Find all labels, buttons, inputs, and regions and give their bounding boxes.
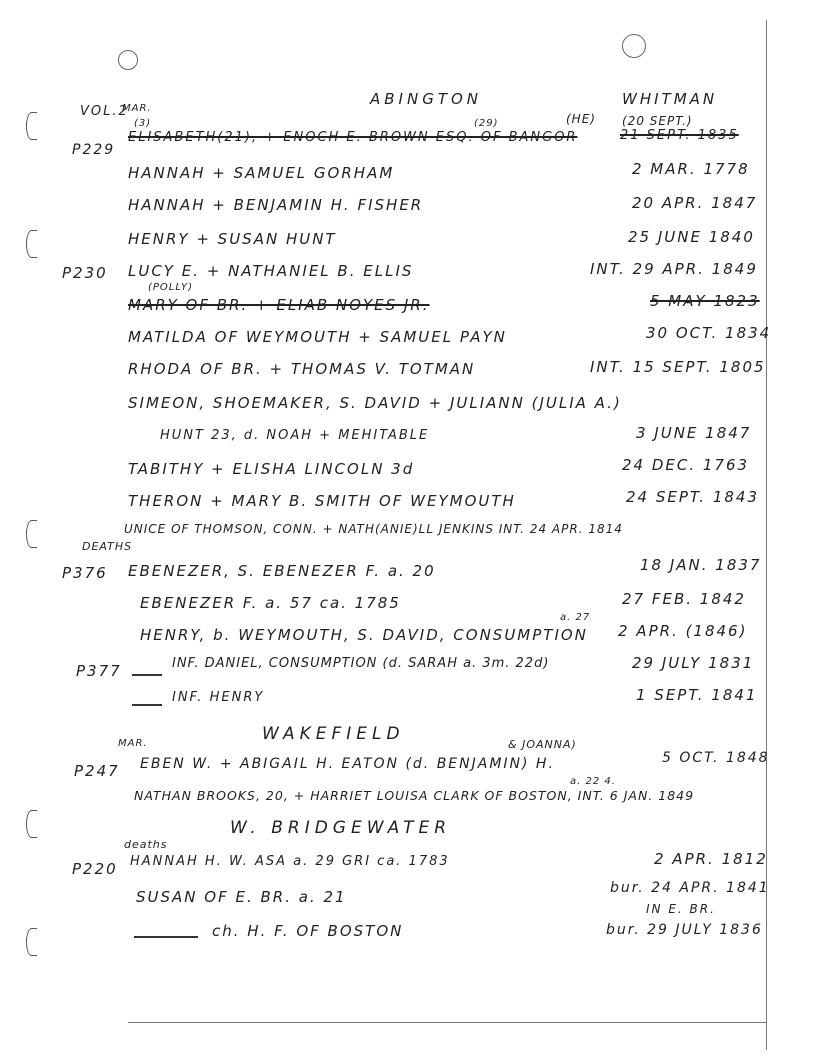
entry-date: 20 APR. 1847 (632, 194, 758, 212)
entry-name: INF. DANIEL, CONSUMPTION (d. SARAH a. 3m. 22d) (172, 656, 550, 671)
entry-name: RHODA OF BR. + THOMAS V. TOTMAN (128, 360, 476, 378)
page-ref: P220 (72, 860, 118, 878)
ditto-dash (134, 936, 198, 938)
binding-mark (26, 928, 37, 956)
page-ref: P229 (72, 142, 116, 158)
entry-date: 29 JULY 1831 (632, 654, 755, 672)
punch-hole (622, 34, 646, 58)
annotation: a. 22 4. (570, 776, 616, 787)
entry-date: 5 MAY 1823 (650, 292, 760, 310)
annotation: (29) (474, 118, 499, 129)
page-ref: P230 (62, 264, 108, 282)
town-title: WAKEFIELD (262, 724, 405, 744)
entry-date: 18 JAN. 1837 (640, 556, 762, 574)
entry-name: HANNAH + SAMUEL GORHAM (128, 164, 395, 182)
town-title: W. BRIDGEWATER (230, 818, 452, 838)
binding-mark (26, 520, 37, 548)
ditto-dash (132, 674, 162, 676)
entry-name: LUCY E. + NATHANIEL B. ELLIS (128, 262, 414, 280)
annotation: & JOANNA) (508, 738, 577, 751)
entry-date: 25 JUNE 1840 (628, 228, 755, 246)
entry-name: NATHAN BROOKS, 20, + HARRIET LOUISA CLARK OF BOSTON, INT. 6 JAN. 1849 (134, 788, 695, 803)
entry-date: 21 SEPT. 1835 (620, 128, 739, 143)
entry-date: 1 SEPT. 1841 (636, 686, 758, 704)
entry-date: IN E. BR. (646, 902, 716, 916)
entry-name: MARY OF BR. + ELIAB NOYES JR. (128, 296, 430, 314)
entry-name: ch. H. F. OF BOSTON (212, 922, 404, 940)
entry-name: ELISABETH(21), + ENOCH E. BROWN ESQ. OF BANGOR (128, 130, 578, 145)
entry-name: EBENEZER F. a. 57 ca. 1785 (140, 594, 401, 612)
section-heading: DEATHS (82, 540, 133, 553)
entry-date: 24 DEC. 1763 (622, 456, 750, 474)
entry-date: 30 OCT. 1834 (646, 324, 772, 342)
entry-name: UNICE OF THOMSON, CONN. + NATH(ANIE)LL JENKINS INT. 24 APR. 1814 (124, 522, 623, 536)
binding-mark (26, 112, 37, 140)
page-ref: P247 (74, 762, 120, 780)
annotation: (POLLY) (148, 282, 193, 293)
volume-label: VOL.2 (80, 104, 129, 119)
entry-date: 2 APR. 1812 (654, 850, 768, 868)
entry-name: HENRY + SUSAN HUNT (128, 230, 337, 248)
annotation: (3) (134, 118, 152, 129)
section-label: MAR. (122, 103, 152, 114)
entry-name: HENRY, b. WEYMOUTH, S. DAVID, CONSUMPTION (140, 626, 588, 644)
entry-date: bur. 24 APR. 1841 (610, 880, 770, 896)
binding-mark (26, 810, 37, 838)
entry-date: 24 SEPT. 1843 (626, 488, 759, 506)
entry-name: SIMEON, SHOEMAKER, S. DAVID + JULIANN (JULIA A.) (128, 394, 622, 412)
entry-date: INT. 29 APR. 1849 (590, 260, 758, 278)
entry-date: bur. 29 JULY 1836 (606, 922, 763, 938)
bottom-edge-line (128, 1022, 766, 1023)
entry-date: 5 OCT. 1848 (662, 750, 770, 766)
entry-name: MATILDA OF WEYMOUTH + SAMUEL PAYN (128, 328, 507, 346)
page-ref: P377 (76, 662, 122, 680)
annotation: (HE) (566, 112, 596, 126)
section-label: MAR. (118, 738, 148, 749)
page-ref: P376 (62, 564, 108, 582)
entry-name: THERON + MARY B. SMITH OF WEYMOUTH (128, 492, 516, 510)
ditto-dash (132, 704, 162, 706)
entry-name: HANNAH + BENJAMIN H. FISHER (128, 196, 424, 214)
punch-hole (118, 50, 138, 70)
county-title: WHITMAN (622, 90, 718, 108)
annotation: (20 SEPT.) (622, 114, 693, 128)
annotation: a. 27 (560, 612, 591, 623)
entry-date: 2 APR. (1846) (618, 622, 748, 640)
entry-date: 3 JUNE 1847 (636, 424, 752, 442)
entry-date: 27 FEB. 1842 (622, 590, 746, 608)
entry-name: SUSAN OF E. BR. a. 21 (136, 888, 347, 906)
entry-name: EBENEZER, S. EBENEZER F. a. 20 (128, 562, 436, 580)
town-title: ABINGTON (370, 90, 483, 108)
entry-date: 2 MAR. 1778 (632, 160, 750, 178)
entry-name: EBEN W. + ABIGAIL H. EATON (d. BENJAMIN) H. (140, 756, 555, 772)
section-heading: deaths (124, 838, 168, 851)
binding-mark (26, 230, 37, 258)
entry-name: HUNT 23, d. NOAH + MEHITABLE (160, 428, 430, 443)
entry-date: INT. 15 SEPT. 1805 (590, 358, 766, 376)
entry-name: TABITHY + ELISHA LINCOLN 3d (128, 460, 415, 478)
entry-name: HANNAH H. W. ASA a. 29 GRI ca. 1783 (130, 854, 450, 869)
entry-name: INF. HENRY (172, 690, 265, 705)
